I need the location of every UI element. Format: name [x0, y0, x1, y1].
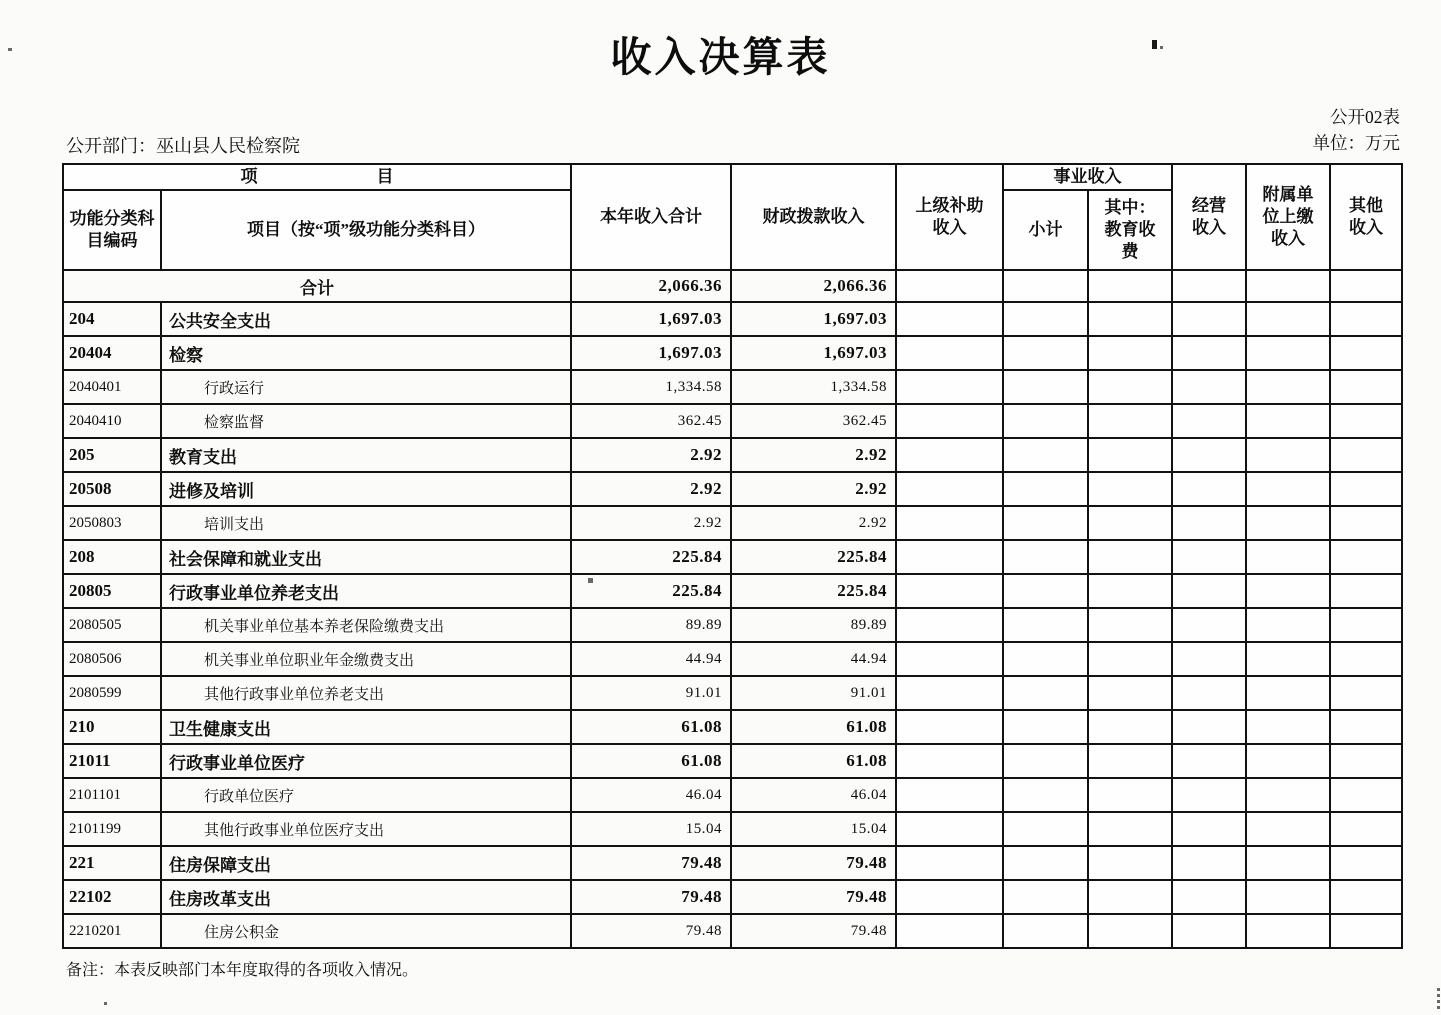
empty-cell-affiliated [1246, 370, 1330, 404]
empty-cell-business-subtotal [1003, 778, 1088, 812]
empty-cell-superior [896, 778, 1003, 812]
row-item: 行政事业单位医疗 [161, 744, 571, 778]
scan-speck [1160, 46, 1163, 49]
empty-cell-operating [1172, 370, 1246, 404]
row-code: 221 [63, 846, 161, 880]
row-total-value: 2.92 [571, 506, 731, 540]
table-row [63, 710, 1402, 744]
header-row-1 [63, 164, 1402, 190]
empty-cell-affiliated [1246, 574, 1330, 608]
row-fiscal-value: 1,697.03 [731, 336, 896, 370]
table-row [63, 270, 1402, 302]
row-item: 进修及培训 [161, 472, 571, 506]
header-item: 项目（按“项”级功能分类科目） [161, 190, 571, 270]
row-fiscal-value: 46.04 [731, 778, 896, 812]
row-total-value: 1,697.03 [571, 336, 731, 370]
row-fiscal-value: 79.48 [731, 914, 896, 948]
empty-cell-business-edu [1088, 472, 1172, 506]
scan-speck [588, 578, 593, 583]
row-fiscal-value: 15.04 [731, 812, 896, 846]
row-code: 2080505 [63, 608, 161, 642]
empty-cell-affiliated [1246, 676, 1330, 710]
row-code: 2080599 [63, 676, 161, 710]
table-row [63, 302, 1402, 336]
row-total-value: 61.08 [571, 710, 731, 744]
empty-cell-operating [1172, 336, 1246, 370]
row-code: 22102 [63, 880, 161, 914]
row-item: 检察 [161, 336, 571, 370]
row-fiscal-value: 2.92 [731, 438, 896, 472]
unit-label: 单位：万元 [1312, 133, 1400, 153]
row-item: 公共安全支出 [161, 302, 571, 336]
row-code: 205 [63, 438, 161, 472]
row-total-value: 44.94 [571, 642, 731, 676]
empty-cell-business-subtotal [1003, 846, 1088, 880]
empty-cell-operating [1172, 642, 1246, 676]
row-item: 行政单位医疗 [161, 778, 571, 812]
empty-cell-affiliated [1246, 812, 1330, 846]
row-code: 208 [63, 540, 161, 574]
header-business-subtotal: 小计 [1003, 190, 1088, 270]
empty-cell-superior [896, 540, 1003, 574]
row-total-value: 91.01 [571, 676, 731, 710]
table-row [63, 336, 1402, 370]
empty-cell-other [1330, 574, 1402, 608]
header-operating: 经营收入 [1172, 164, 1246, 270]
row-code: 2050803 [63, 506, 161, 540]
empty-cell-superior [896, 574, 1003, 608]
row-fiscal-value: 61.08 [731, 710, 896, 744]
empty-cell-business-edu [1088, 302, 1172, 336]
empty-cell-other [1330, 812, 1402, 846]
empty-cell-superior [896, 608, 1003, 642]
row-code: 2040401 [63, 370, 161, 404]
empty-cell-business-subtotal [1003, 744, 1088, 778]
empty-cell-affiliated [1246, 506, 1330, 540]
empty-cell-other [1330, 370, 1402, 404]
table-meta [1313, 104, 1401, 156]
empty-cell-superior [896, 676, 1003, 710]
row-total-value: 2,066.36 [571, 270, 731, 302]
empty-cell-business-subtotal [1003, 336, 1088, 370]
header-other: 其他收入 [1330, 164, 1402, 270]
empty-cell-business-subtotal [1003, 370, 1088, 404]
row-fiscal-value: 89.89 [731, 608, 896, 642]
row-total-label: 合计 [63, 270, 571, 302]
empty-cell-business-subtotal [1003, 302, 1088, 336]
table-number: 公开02表 [1330, 107, 1400, 127]
row-code: 20805 [63, 574, 161, 608]
empty-cell-business-subtotal [1003, 880, 1088, 914]
header-business-group: 事业收入 [1003, 164, 1172, 190]
row-total-value: 46.04 [571, 778, 731, 812]
empty-cell-affiliated [1246, 472, 1330, 506]
empty-cell-other [1330, 710, 1402, 744]
table-row [63, 642, 1402, 676]
row-total-value: 89.89 [571, 608, 731, 642]
table-header [63, 164, 1402, 270]
table-row [63, 404, 1402, 438]
empty-cell-business-subtotal [1003, 472, 1088, 506]
row-item: 其他行政事业单位养老支出 [161, 676, 571, 710]
empty-cell-operating [1172, 574, 1246, 608]
empty-cell-affiliated [1246, 270, 1330, 302]
empty-cell-operating [1172, 914, 1246, 948]
empty-cell-other [1330, 778, 1402, 812]
empty-cell-business-subtotal [1003, 438, 1088, 472]
header-total: 本年收入合计 [571, 164, 731, 270]
row-total-value: 362.45 [571, 404, 731, 438]
empty-cell-superior [896, 744, 1003, 778]
table-row [63, 438, 1402, 472]
empty-cell-business-subtotal [1003, 404, 1088, 438]
empty-cell-other [1330, 744, 1402, 778]
empty-cell-operating [1172, 812, 1246, 846]
empty-cell-business-subtotal [1003, 710, 1088, 744]
row-code: 204 [63, 302, 161, 336]
header-superior: 上级补助收入 [896, 164, 1003, 270]
row-item: 社会保障和就业支出 [161, 540, 571, 574]
row-item: 培训支出 [161, 506, 571, 540]
empty-cell-operating [1172, 608, 1246, 642]
empty-cell-affiliated [1246, 846, 1330, 880]
empty-cell-superior [896, 302, 1003, 336]
empty-cell-business-edu [1088, 574, 1172, 608]
empty-cell-operating [1172, 270, 1246, 302]
table-row [63, 472, 1402, 506]
header-code: 功能分类科目编码 [63, 190, 161, 270]
empty-cell-operating [1172, 710, 1246, 744]
empty-cell-operating [1172, 744, 1246, 778]
empty-cell-business-subtotal [1003, 914, 1088, 948]
empty-cell-other [1330, 608, 1402, 642]
empty-cell-other [1330, 676, 1402, 710]
row-fiscal-value: 44.94 [731, 642, 896, 676]
empty-cell-superior [896, 880, 1003, 914]
empty-cell-business-edu [1088, 778, 1172, 812]
row-fiscal-value: 2.92 [731, 506, 896, 540]
empty-cell-business-subtotal [1003, 642, 1088, 676]
empty-cell-business-edu [1088, 608, 1172, 642]
empty-cell-operating [1172, 438, 1246, 472]
empty-cell-superior [896, 812, 1003, 846]
empty-cell-other [1330, 846, 1402, 880]
row-item: 住房公积金 [161, 914, 571, 948]
empty-cell-operating [1172, 846, 1246, 880]
row-fiscal-value: 1,334.58 [731, 370, 896, 404]
empty-cell-business-subtotal [1003, 506, 1088, 540]
empty-cell-superior [896, 270, 1003, 302]
empty-cell-affiliated [1246, 778, 1330, 812]
scan-speck [104, 1002, 107, 1005]
row-item: 住房保障支出 [161, 846, 571, 880]
row-fiscal-value: 79.48 [731, 846, 896, 880]
empty-cell-other [1330, 472, 1402, 506]
table-row [63, 744, 1402, 778]
empty-cell-business-edu [1088, 812, 1172, 846]
row-total-value: 61.08 [571, 744, 731, 778]
empty-cell-other [1330, 438, 1402, 472]
empty-cell-business-edu [1088, 846, 1172, 880]
empty-cell-affiliated [1246, 744, 1330, 778]
scan-speck [8, 48, 12, 51]
empty-cell-operating [1172, 472, 1246, 506]
row-item: 卫生健康支出 [161, 710, 571, 744]
footnote: 备注：本表反映部门本年度取得的各项收入情况。 [66, 962, 419, 979]
empty-cell-affiliated [1246, 302, 1330, 336]
empty-cell-other [1330, 880, 1402, 914]
row-item: 机关事业单位基本养老保险缴费支出 [161, 608, 571, 642]
row-item: 其他行政事业单位医疗支出 [161, 812, 571, 846]
empty-cell-affiliated [1246, 404, 1330, 438]
row-total-value: 15.04 [571, 812, 731, 846]
table-row [63, 846, 1402, 880]
empty-cell-business-subtotal [1003, 812, 1088, 846]
header-business-edu: 其中：教育收费 [1088, 190, 1172, 270]
empty-cell-other [1330, 302, 1402, 336]
row-code: 2101199 [63, 812, 161, 846]
empty-cell-superior [896, 506, 1003, 540]
row-total-value: 79.48 [571, 880, 731, 914]
empty-cell-operating [1172, 778, 1246, 812]
row-code: 210 [63, 710, 161, 744]
row-total-value: 1,697.03 [571, 302, 731, 336]
table-row [63, 676, 1402, 710]
row-code: 20508 [63, 472, 161, 506]
row-total-value: 79.48 [571, 914, 731, 948]
empty-cell-business-subtotal [1003, 270, 1088, 302]
empty-cell-operating [1172, 302, 1246, 336]
empty-cell-superior [896, 914, 1003, 948]
empty-cell-operating [1172, 404, 1246, 438]
row-total-value: 79.48 [571, 846, 731, 880]
empty-cell-superior [896, 472, 1003, 506]
header-fiscal: 财政拨款收入 [731, 164, 896, 270]
table-body [63, 270, 1402, 948]
empty-cell-business-edu [1088, 710, 1172, 744]
empty-cell-business-edu [1088, 438, 1172, 472]
row-item: 行政运行 [161, 370, 571, 404]
row-code: 2210201 [63, 914, 161, 948]
empty-cell-business-edu [1088, 336, 1172, 370]
row-item: 住房改革支出 [161, 880, 571, 914]
row-fiscal-value: 225.84 [731, 540, 896, 574]
row-code: 21011 [63, 744, 161, 778]
empty-cell-business-edu [1088, 744, 1172, 778]
row-code: 2040410 [63, 404, 161, 438]
empty-cell-superior [896, 438, 1003, 472]
empty-cell-affiliated [1246, 336, 1330, 370]
empty-cell-operating [1172, 506, 1246, 540]
row-fiscal-value: 1,697.03 [731, 302, 896, 336]
table-row [63, 506, 1402, 540]
table-row [63, 812, 1402, 846]
empty-cell-other [1330, 270, 1402, 302]
row-fiscal-value: 2.92 [731, 472, 896, 506]
header-project-group: 项 目 [63, 164, 571, 190]
empty-cell-business-subtotal [1003, 574, 1088, 608]
empty-cell-operating [1172, 676, 1246, 710]
empty-cell-affiliated [1246, 608, 1330, 642]
empty-cell-business-edu [1088, 642, 1172, 676]
scan-speck [1152, 40, 1157, 49]
empty-cell-other [1330, 914, 1402, 948]
empty-cell-affiliated [1246, 880, 1330, 914]
empty-cell-other [1330, 404, 1402, 438]
empty-cell-affiliated [1246, 438, 1330, 472]
row-fiscal-value: 2,066.36 [731, 270, 896, 302]
empty-cell-affiliated [1246, 914, 1330, 948]
empty-cell-other [1330, 642, 1402, 676]
row-fiscal-value: 362.45 [731, 404, 896, 438]
empty-cell-business-subtotal [1003, 608, 1088, 642]
empty-cell-affiliated [1246, 710, 1330, 744]
row-total-value: 1,334.58 [571, 370, 731, 404]
table-row [63, 540, 1402, 574]
row-fiscal-value: 225.84 [731, 574, 896, 608]
table-row [63, 914, 1402, 948]
empty-cell-business-edu [1088, 370, 1172, 404]
scan-noise [1437, 988, 1440, 1010]
row-item: 机关事业单位职业年金缴费支出 [161, 642, 571, 676]
row-item: 行政事业单位养老支出 [161, 574, 571, 608]
empty-cell-business-edu [1088, 914, 1172, 948]
table-row [63, 880, 1402, 914]
header-affiliated: 附属单位上缴收入 [1246, 164, 1330, 270]
table-row [63, 574, 1402, 608]
row-item: 检察监督 [161, 404, 571, 438]
table-row [63, 608, 1402, 642]
row-total-value: 2.92 [571, 472, 731, 506]
empty-cell-business-edu [1088, 270, 1172, 302]
row-code: 2101101 [63, 778, 161, 812]
empty-cell-superior [896, 642, 1003, 676]
page-title: 收入决算表 [610, 34, 831, 80]
row-fiscal-value: 61.08 [731, 744, 896, 778]
empty-cell-superior [896, 370, 1003, 404]
income-table [62, 163, 1403, 949]
empty-cell-business-subtotal [1003, 540, 1088, 574]
empty-cell-superior [896, 710, 1003, 744]
empty-cell-business-edu [1088, 506, 1172, 540]
row-total-value: 225.84 [571, 574, 731, 608]
empty-cell-operating [1172, 540, 1246, 574]
department-label: 公开部门：巫山县人民检察院 [66, 136, 300, 156]
empty-cell-business-edu [1088, 676, 1172, 710]
empty-cell-business-edu [1088, 880, 1172, 914]
empty-cell-superior [896, 336, 1003, 370]
row-total-value: 225.84 [571, 540, 731, 574]
empty-cell-business-subtotal [1003, 676, 1088, 710]
row-code: 2080506 [63, 642, 161, 676]
row-code: 20404 [63, 336, 161, 370]
empty-cell-other [1330, 506, 1402, 540]
row-fiscal-value: 91.01 [731, 676, 896, 710]
row-fiscal-value: 79.48 [731, 880, 896, 914]
empty-cell-superior [896, 846, 1003, 880]
empty-cell-affiliated [1246, 642, 1330, 676]
empty-cell-other [1330, 336, 1402, 370]
empty-cell-operating [1172, 880, 1246, 914]
empty-cell-affiliated [1246, 540, 1330, 574]
table-row [63, 370, 1402, 404]
row-item: 教育支出 [161, 438, 571, 472]
table-row [63, 778, 1402, 812]
empty-cell-business-edu [1088, 404, 1172, 438]
empty-cell-business-edu [1088, 540, 1172, 574]
row-total-value: 2.92 [571, 438, 731, 472]
empty-cell-superior [896, 404, 1003, 438]
empty-cell-other [1330, 540, 1402, 574]
